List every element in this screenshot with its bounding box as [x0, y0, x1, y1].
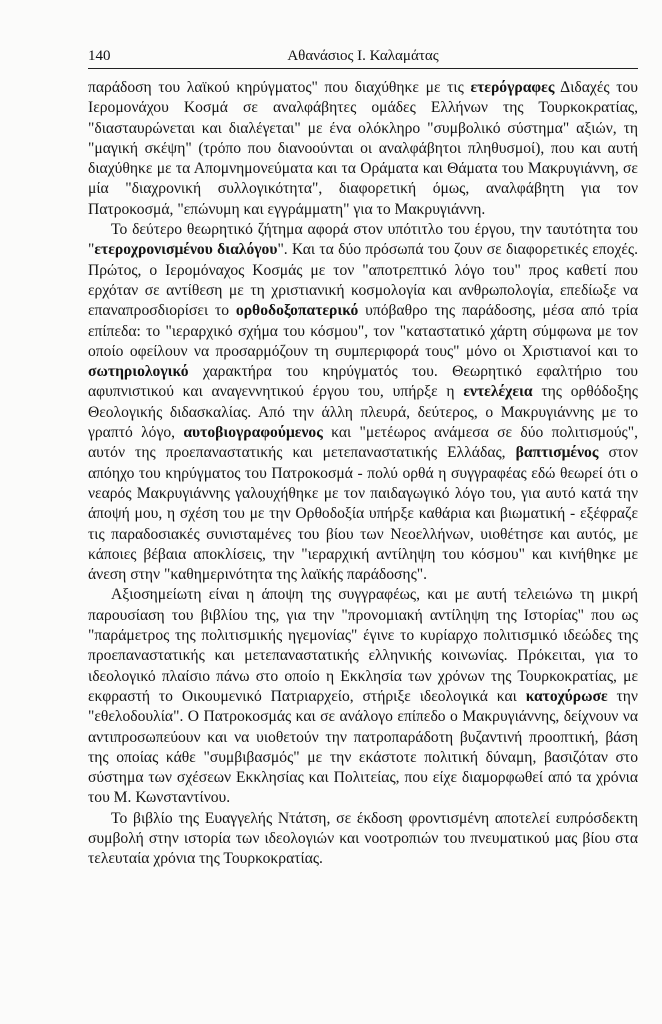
text-run: Αξιοσημείωτη είναι η άποψη της συγγραφέως, και με αυτή τελειώνω τη μικρή παρουσίαση του βιβλίου της, για την "προνομιακή αντίληψη της Ιστορίας" που ως "παράμετρος της πολιτισμικής ηγεμονίας" έγινε το κυρίαρχο πολιτισμικό ιδεώδες της προεπαναστατικής και μετεπαναστατικής ελληνικής κοινωνίας. Πρόκειται, για το ιδεολογικό πλαίσιο πάνω στο οποίο η Εκκλησία των χρόνων της Τουρκοκρατίας, με εκφραστή το Οικουμενικό Πατριαρχείο, στήριξε ιδεολογικά και	[88, 586, 638, 705]
running-head: Αθανάσιος Ι. Καλαμάτας	[287, 48, 439, 64]
text-run: υπόβαθρο της παράδοσης, μέσα από τρία επίπεδα: το "ιεραρχικό σχήμα του κόσμου", τον "καταστατικό χάρτη σύμφωνα με τον οποίο οφείλουν να προσαρμόζουν τη συμπεριφορά τους" μόνο οι Χριστιανοί και το	[88, 302, 638, 360]
paragraph	[88, 585, 638, 808]
text-run: της ορθόδοξης Θεολογικής διδασκαλίας. Από την άλλη πλευρά, δεύτερος, ο Μακρυγιάννης με το γραπτό λόγο,	[88, 383, 638, 442]
text-run: ". Και τα δύο πρόσωπά του ζουν σε διαφορετικές εποχές. Πρώτος, ο Ιερομόναχος Κοσμάς με τον "αποτρεπτικό λόγο του" προς καθετί που ερχόταν σε αντίθεση με τη χριστιανική κοσμολογία και ανθρωπολογία, επεδίωξε να επαναπροσδιορίσει το	[88, 241, 638, 320]
text-run: Διδαχές του Ιερομονάχου Κοσμά σε αναλφάβητες ομάδες Ελλήνων της Τουρκοκρατίας, "διασταυρώνεται και διαλέγεται" με ένα ολόκληρο "συμβολικό σύστημα" αξιών, τη "μαγική σκέψη" (τρόπο που διανοούνται οι αναλφάβητοι πληθυσμοί), που και αυτή διαχύθηκε με τα Απομνημονεύματα και τα Οράματα και Θάματα του Μακρυγιάννη, σε μία "διαχρονική συλλογικότητα", διαφορετική όμως, αναλφάβητη για τον Πατροκοσμά, "επώνυμη και εγγράμματη" για το Μακρυγιάννη.	[88, 79, 638, 218]
emphasized-term: ετεροχρονισμένου διαλόγου	[94, 241, 278, 259]
page-header	[88, 44, 638, 68]
emphasized-term: βαπτισμένος	[515, 444, 599, 462]
paragraph	[88, 220, 638, 585]
body-text	[88, 78, 638, 870]
text-run: χαρακτήρα του κηρύγματός του. Θεωρητικό εφαλτήριο του αφυπνιστικού και αναγεννητικού έργου του, υπήρξε η	[88, 363, 638, 401]
emphasized-term: εντελέχεια	[463, 383, 533, 401]
emphasized-term: ορθοδοξοπατερικό	[235, 302, 359, 320]
text-run: την "εθελοδουλία". Ο Πατροκοσμάς και σε ανάλογο επίπεδο ο Μακρυγιάννης, δείχνουν να αντιπροσωπεύουν και να υιοθετούν την πατροπαράδοτη βυζαντινή προοπτική, βάση της οποίας κάθε "συμβιβασμός" με την εκάστοτε πολιτική δύναμη, βασιζόταν στο σύστημα των σχέσεων Εκκλησίας και Πολιτείας, που είχε διαμορφωθεί από τα χρόνια του Μ. Κωνσταντίνου.	[88, 687, 638, 807]
emphasized-term: σωτηριολογικό	[88, 363, 189, 381]
emphasized-term: κατοχύρωσε	[525, 687, 608, 705]
text-run: Το βιβλίο της Ευαγγελής Ντάτση, σε έκδοση φροντισμένη αποτελεί ευπρόσδεκτη συμβολή στην ιστορία των ιδεολογιών και νοοτροπιών του πνευματικού μας βίου στα τελευταία χρόνια της Τουρκοκρατίας.	[88, 809, 638, 868]
text-run: στον απόηχο του κηρύγματος του Πατροκοσμά - πολύ ορθά η συγγραφέας εδώ θεωρεί ότι ο νεαρός Μακρυγιάννης γαλουχήθηκε με τον παιδαγωγικό λόγο του, για αυτό κατά την άποψή μου, η σχέση του με την Ορθοδοξία υπήρξε καθάρια και βιωματική - εξέφραζε τις παραδοσιακές συνισταμένες του βίου των Νεοελλήνων, υιοθέτησε και αυτός, με κάποιες βέβαια αποκλίσεις, την "ιεραρχική αντίληψη του κόσμου" και κινήθηκε με άνεση στην "καθημερινότητα της λαϊκής παράδοσης".	[88, 444, 638, 584]
text-run: παράδοση του λαϊκού κηρύγματος" που διαχύθηκε με τις	[88, 79, 471, 96]
header-rule	[88, 68, 638, 69]
paragraph	[88, 809, 638, 870]
page-number: 140	[88, 48, 111, 64]
emphasized-term: αυτοβιογραφούμενος	[183, 424, 323, 442]
emphasized-term: ετερόγραφες	[470, 79, 555, 96]
text-run: και "μετέωρος ανάμεσα σε δύο πολιτισμούς", αυτόν της προεπαναστατικής και μετεπαναστατικής Ελλάδας,	[88, 424, 638, 462]
paragraph	[88, 78, 638, 220]
text-run: Το δεύτερο θεωρητικό ζήτημα αφορά στον υπότιτλο του έργου, την ταυτότητα του "	[88, 221, 638, 259]
